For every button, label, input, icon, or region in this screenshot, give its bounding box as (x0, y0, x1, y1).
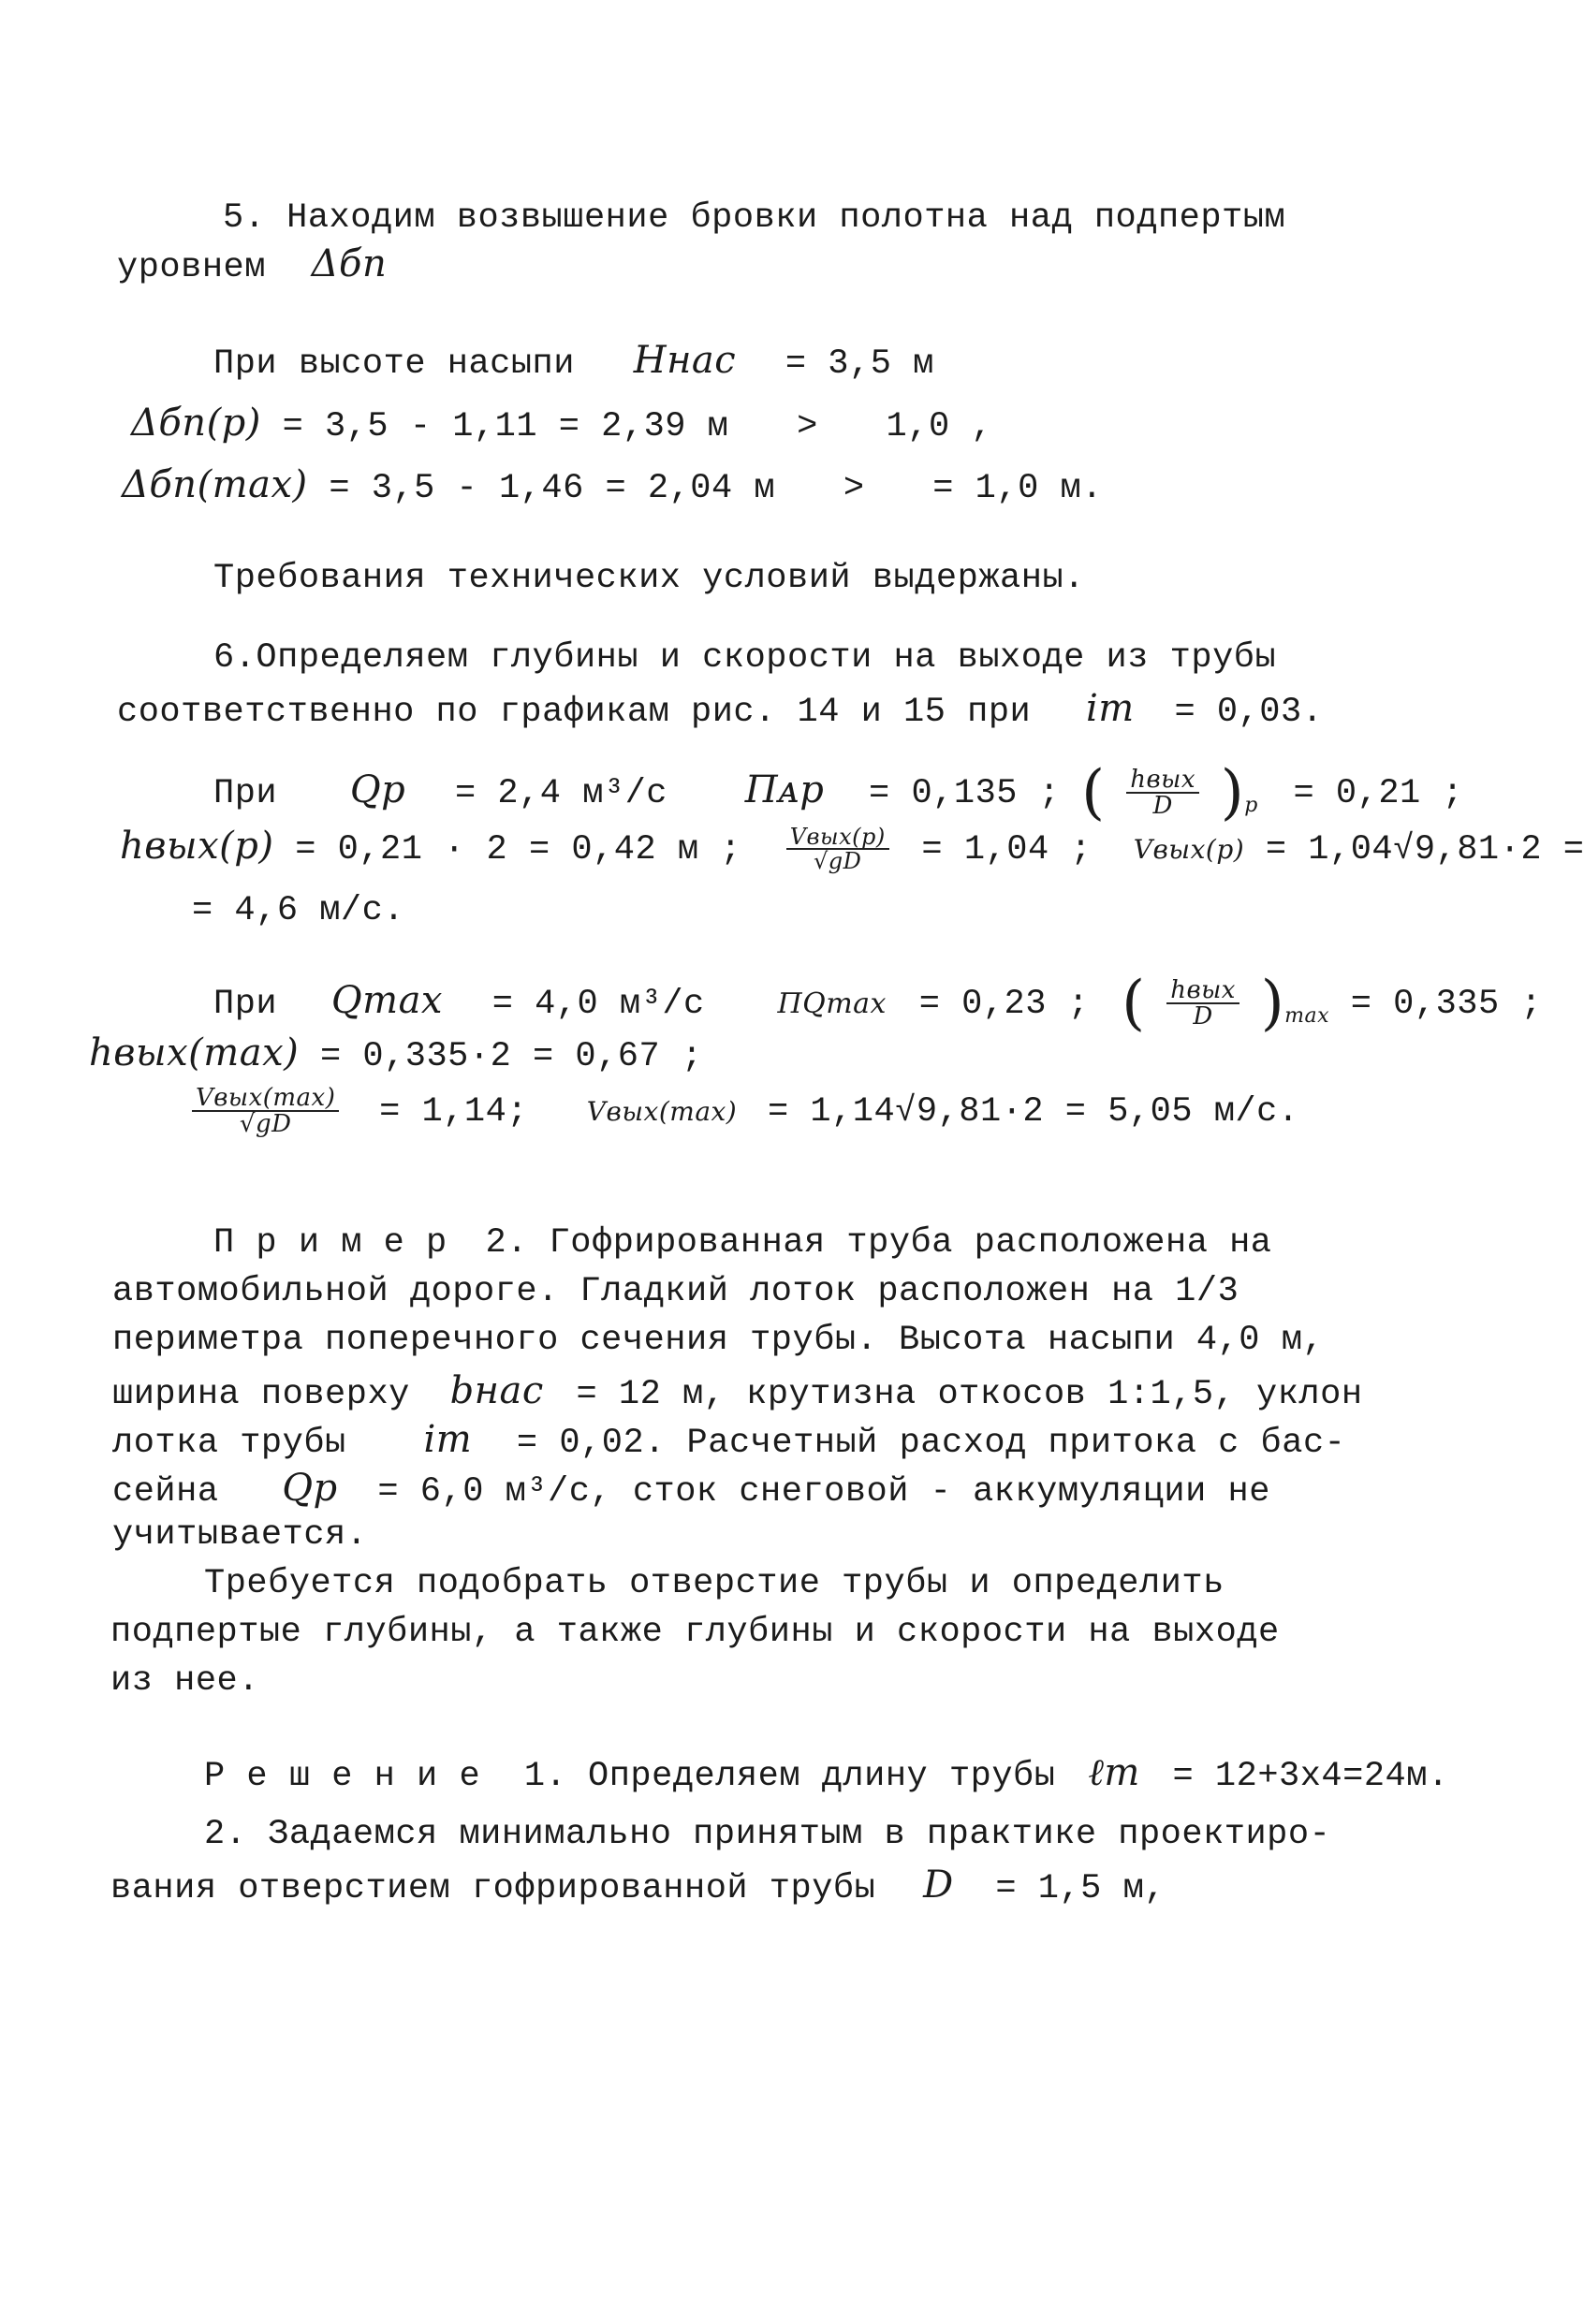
q1-line (213, 758, 1464, 827)
delta2-cmp: > (843, 469, 865, 508)
q1-v-expr: = 1,04√9,81·2 = (1265, 829, 1584, 870)
q1-ratio-fraction (1126, 767, 1199, 818)
q2-ratio-sub: max (1284, 1003, 1330, 1028)
q1-v-den: √gD (814, 848, 862, 874)
ex2-line1-text: 2. Гофрированная труба расположена на (485, 1223, 1272, 1263)
height-line (213, 339, 934, 384)
q1-ratio-value: = 0,21 ; (1293, 773, 1464, 813)
ex2-line5 (112, 1418, 1346, 1463)
q1-v-ratio: = 1,04 ; (921, 829, 1093, 870)
sol-l-symbol: ℓт (1088, 1751, 1140, 1794)
q1-pi-symbol: Пᴀр (744, 767, 825, 811)
q1-v-symbol: Vвых(р) (1133, 833, 1245, 865)
sol-line1b: = 12+3х4=24м. (1172, 1757, 1449, 1796)
it-symbol: iт (1085, 687, 1135, 730)
q1-ratio-num: hвых (1126, 767, 1199, 794)
ex2-line5b: = 0,02. Расчетный расход притока с бас- (516, 1424, 1346, 1463)
sol-label: Р е ш е н и е (204, 1757, 481, 1796)
delta2-line (122, 463, 1103, 508)
p2-line1: 2. Задаемся минимально принятым в практике проектиро- (204, 1815, 1331, 1854)
ex2-line2: автомобильной дороге. Гладкий лоток расположен на 1/3 (112, 1272, 1239, 1311)
b-nas-symbol: bнас (449, 1369, 544, 1412)
delta1-cmp: > (797, 407, 818, 446)
q2-h-symbol: hвых(max) (89, 1031, 300, 1074)
q1-h-expr: = 0,21 · 2 = 0,42 м ; (295, 829, 741, 870)
q1-pi-value: = 0,135 ; (869, 773, 1061, 813)
q2-ratio-num: hвых (1166, 978, 1239, 1004)
q1-q-symbol: Qр (349, 767, 406, 811)
delta2-expr: = 3,5 - 1,46 = 2,04 м (329, 469, 776, 508)
ex2-qp-symbol: Qр (282, 1467, 338, 1510)
q1-paren-open: ( (1081, 758, 1106, 827)
ex2-line1 (213, 1223, 1272, 1263)
q1-ratio-sub: р (1244, 793, 1258, 817)
p6-line2 (117, 687, 1324, 732)
ex2-line6 (112, 1469, 1270, 1510)
ex2-line6b: = 6,0 м³/с, сток снеговой - аккумуляции не (377, 1472, 1270, 1512)
q2-pi-value: = 0,23 ; (918, 984, 1090, 1024)
p6-line1: 6.Определяем глубины и скорости на выходе из трубы (213, 638, 1277, 678)
q1-paren-close: ) (1220, 758, 1245, 827)
q1-prefix: При (213, 773, 278, 813)
req2-line3: из нее. (110, 1661, 259, 1701)
d-symbol: D (923, 1864, 954, 1907)
q2-line (213, 969, 1543, 1038)
q2-ratio-value: = 0,335 ; (1350, 984, 1543, 1024)
q2-v-den: √gD (239, 1110, 292, 1138)
q2-q-value: = 4,0 м³/с (491, 984, 705, 1024)
ex2-line5a: лотка трубы (112, 1424, 346, 1463)
delta2-limit: = 1,0 м. (932, 469, 1103, 508)
q2-v-symbol: Vвых(max) (586, 1095, 738, 1127)
delta1-symbol: Δбп(р) (131, 402, 261, 445)
q1-q-value: = 2,4 м³/с (454, 773, 668, 813)
ex2-line4a: ширина поверху (112, 1375, 410, 1414)
p5-line2-text: уровнем (117, 248, 266, 287)
p5-line2 (117, 242, 388, 287)
height-label: При высоте насыпи (213, 344, 575, 384)
ex2-i-symbol: iт (423, 1418, 473, 1461)
h-nas-symbol: Hнас (633, 339, 737, 382)
q2-prefix: При (213, 984, 278, 1024)
q1-ratio-den: D (1152, 792, 1173, 820)
q2-v-fraction (192, 1086, 339, 1136)
ex2-line7: учитывается. (112, 1515, 368, 1555)
delta1-line (131, 404, 992, 445)
q2-v-num: Vвых(max) (192, 1086, 339, 1112)
p5-line1: 5. Находим возвышение бровки полотна над подпертым (223, 198, 1286, 238)
q2-h-line (89, 1031, 703, 1076)
req2-line2: подпертые глубины, а также глубины и скорости на выходе (110, 1613, 1280, 1652)
p6-line2-text: соответственно по графикам рис. 14 и 15 при (117, 693, 1032, 732)
q2-paren-close: ) (1260, 969, 1285, 1038)
q1-h-symbol: hвых(р) (120, 824, 274, 868)
req2-line1: Требуется подобрать отверстие трубы и определить (204, 1564, 1225, 1603)
q2-ratio-den: D (1193, 1002, 1213, 1030)
h-nas-value: = 3,5 м (785, 344, 934, 384)
delta2-symbol: Δбп(max) (122, 463, 308, 506)
p2-line2b: = 1,5 м, (995, 1869, 1166, 1908)
ex2-line4b: = 12 м, крутизна откосов 1:1,5, уклон (576, 1375, 1363, 1414)
delta1-expr: = 3,5 - 1,11 = 2,39 м (282, 407, 729, 446)
delta1-limit: 1,0 , (886, 407, 993, 446)
q2-v-ratio: = 1,14; (379, 1091, 529, 1132)
q2-v-line (192, 1086, 1299, 1136)
it-value: = 0,03. (1174, 693, 1324, 732)
q2-h-expr: = 0,335·2 = 0,67 ; (319, 1037, 703, 1076)
q2-ratio-fraction (1166, 978, 1239, 1029)
delta-bp-symbol: Δбп (311, 242, 388, 285)
sol-line1: 1. Определяем длину трубы (523, 1757, 1056, 1796)
q1-v-result: = 4,6 м/с. (192, 891, 405, 930)
q1-h-line (120, 826, 1584, 872)
req1-line: Требования технических условий выдержаны. (213, 559, 1085, 598)
p2-line2 (110, 1866, 1166, 1907)
sol-line (204, 1751, 1449, 1796)
q2-v-expr: = 1,14√9,81·2 = 5,05 м/с. (767, 1091, 1299, 1132)
ex2-line6a: сейна (112, 1472, 219, 1512)
q1-v-fraction (786, 826, 889, 872)
q2-paren-open: ( (1122, 969, 1146, 1038)
q2-q-symbol: Qmax (330, 978, 443, 1022)
ex2-line3: периметра поперечного сечения трубы. Высота насыпи 4,0 м, (112, 1321, 1325, 1360)
ex2-label: П р и м е р (213, 1223, 447, 1263)
p2-line2a: вания отверстием гофрированной трубы (110, 1869, 876, 1908)
q1-v-num: Vвых(р) (786, 826, 889, 850)
q2-pi-symbol: ПQmax (777, 987, 887, 1020)
ex2-line4 (112, 1369, 1363, 1414)
